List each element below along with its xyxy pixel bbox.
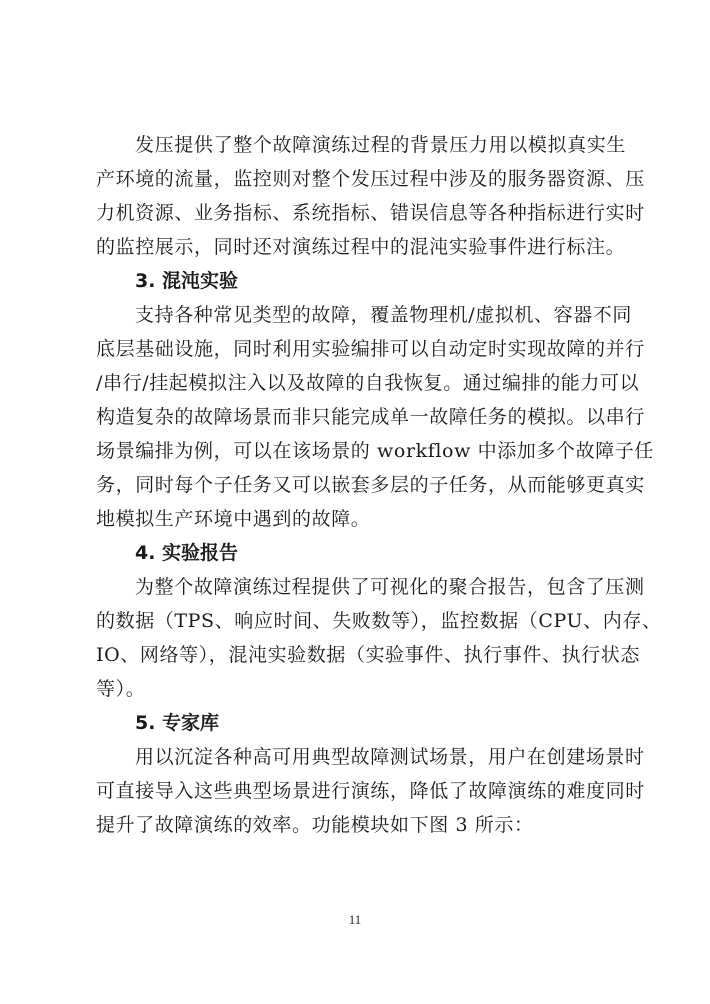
paragraph-3-line-4: 等）。 — [96, 678, 146, 700]
paragraph-4-line-2: 可直接导入这些典型场景进行演练，降低了故障演练的难度同时 — [96, 780, 645, 802]
paragraph-2-line-4: 构造复杂的故障场景而非只能完成单一故障任务的模拟。以串行 — [96, 406, 645, 428]
paragraph-2-line-2: 底层基础设施，同时利用实验编排可以自动定时实现故障的并行 — [96, 338, 645, 360]
paragraph-3-line-2: 的数据（TPS、响应时间、失败数等），监控数据（CPU、内存、 — [96, 610, 662, 632]
paragraph-2-line-3: /串行/挂起模拟注入以及故障的自我恢复。通过编排的能力可以 — [96, 372, 640, 394]
page-number: 11 — [348, 912, 362, 927]
paragraph-3-line-1: 为整个故障演练过程提供了可视化的聚合报告，包含了压测 — [135, 576, 645, 598]
paragraph-1-line-3: 力机资源、业务指标、系统指标、错误信息等各种指标进行实时 — [96, 202, 645, 224]
paragraph-2-line-1: 支持各种常见类型的故障，覆盖物理机/虚拟机、容器不同 — [135, 304, 633, 326]
paragraph-1-line-1: 发压提供了整个故障演练过程的背景压力用以模拟真实生 — [135, 134, 626, 156]
paragraph-1-line-2: 产环境的流量，监控则对整个发压过程中涉及的服务器资源、压 — [96, 168, 645, 190]
paragraph-4-line-3: 提升了故障演练的效率。功能模块如下图 3 所示： — [96, 814, 534, 836]
paragraph-3-line-3: IO、网络等），混沌实验数据（实验事件、执行事件、执行状态 — [96, 644, 640, 666]
paragraph-4-line-1: 用以沉淀各种高可用典型故障测试场景，用户在创建场景时 — [135, 746, 645, 768]
paragraph-2-line-6: 务，同时每个子任务又可以嵌套多层的子任务，从而能够更真实 — [96, 474, 645, 496]
section-heading-experiment-report: 4. 实验报告 — [135, 542, 239, 564]
paragraph-1-line-4: 的监控展示，同时还对演练过程中的混沌实验事件进行标注。 — [96, 236, 626, 258]
paragraph-2-line-7: 地模拟生产环境中遇到的故障。 — [96, 508, 371, 530]
section-heading-chaos-experiment: 3. 混沌实验 — [135, 270, 239, 292]
paragraph-2-line-5: 场景编排为例，可以在该场景的 workflow 中添加多个故障子任 — [96, 440, 654, 462]
section-heading-expert-library: 5. 专家库 — [135, 712, 220, 734]
